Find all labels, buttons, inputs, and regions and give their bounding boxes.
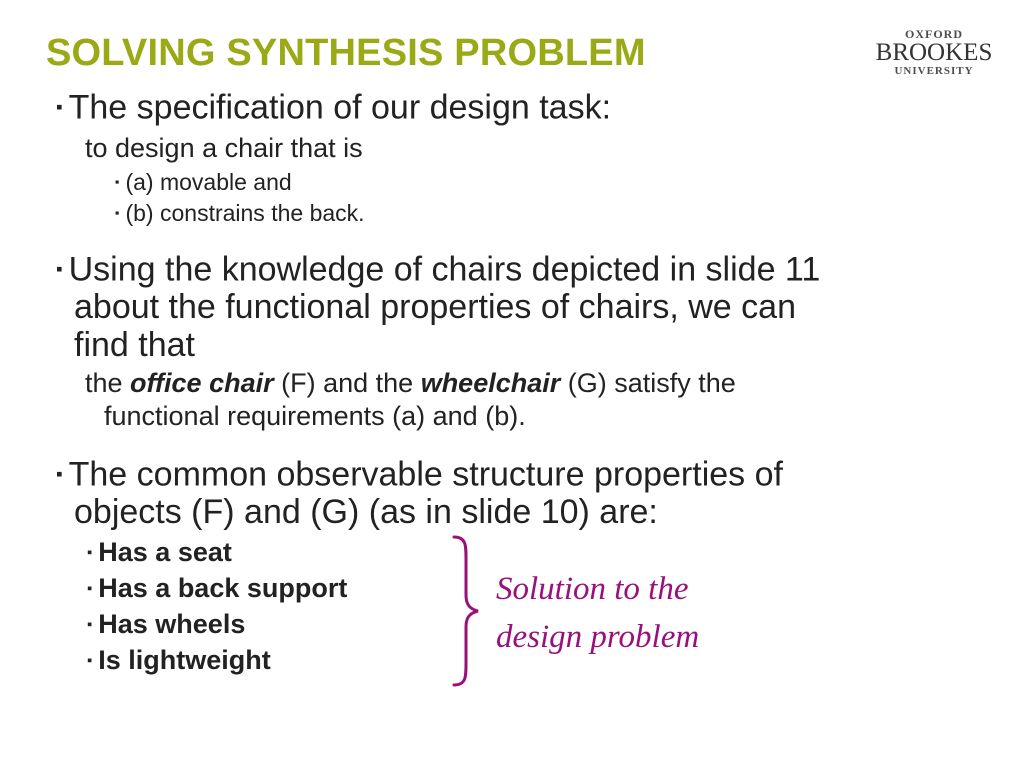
bullet-marker: ▪ [56, 258, 63, 279]
property-text: Has wheels [98, 609, 246, 639]
logo-line-oxford: OXFORD [905, 27, 963, 41]
office-chair-term: office chair [130, 368, 274, 398]
knowledge-line-1: Using the knowledge of chairs depicted in slide 11 [68, 250, 821, 289]
knowledge-line-2: about the functional properties of chairs, we can [74, 288, 796, 326]
bullet-marker: ▪ [87, 616, 93, 633]
bullet-specification [56, 88, 611, 127]
knowledge-line-3: find that [74, 326, 195, 364]
bullet-marker: ▪ [56, 96, 63, 117]
subline-pre: the [85, 368, 131, 398]
right-curly-brace [448, 535, 488, 687]
property-item-lightweight [87, 645, 271, 677]
oxford-brookes-logo [874, 27, 994, 78]
property-text: Has a back support [98, 573, 348, 603]
slide-title: SOLVING SYNTHESIS PROBLEM [46, 32, 646, 74]
property-text: Has a seat [98, 537, 232, 567]
property-item-back-support [87, 573, 347, 605]
common-line-2: objects (F) and (G) (as in slide 10) are: [74, 493, 658, 531]
spec-item-a-text: (a) movable and [125, 169, 292, 195]
property-item-seat [87, 537, 232, 569]
property-text: Is lightweight [98, 645, 271, 675]
bullet-marker: ▪ [87, 652, 93, 669]
logo-line-brookes: BROOKES [875, 39, 993, 66]
logo-line-university: UNIVERSITY [894, 65, 974, 77]
spec-item-b [115, 200, 365, 227]
spec-item-a [115, 169, 292, 196]
bullet-marker: ▪ [115, 175, 120, 190]
solution-line-1: Solution to the [496, 571, 689, 607]
solution-line-2: design problem [496, 619, 700, 655]
subline-post: (G) satisfy the [560, 368, 736, 398]
bullet-marker: ▪ [56, 463, 63, 484]
bullet-common-properties [56, 455, 783, 494]
property-item-wheels [87, 609, 245, 641]
bullet-marker: ▪ [87, 580, 93, 597]
common-line-1: The common observable structure properties of [68, 455, 783, 494]
solution-label [496, 565, 699, 661]
bullet-text: The specification of our design task: [68, 88, 612, 127]
bullet-marker: ▪ [115, 206, 120, 221]
subline-mid: (F) and the [273, 368, 421, 398]
bullet-knowledge [56, 250, 820, 289]
spec-item-b-text: (b) constrains the back. [125, 200, 365, 226]
knowledge-subline [85, 368, 736, 399]
spec-subline: to design a chair that is [85, 133, 363, 163]
knowledge-subline-2: functional requirements (a) and (b). [104, 401, 526, 431]
wheelchair-term: wheelchair [420, 368, 561, 398]
bullet-marker: ▪ [87, 544, 93, 561]
